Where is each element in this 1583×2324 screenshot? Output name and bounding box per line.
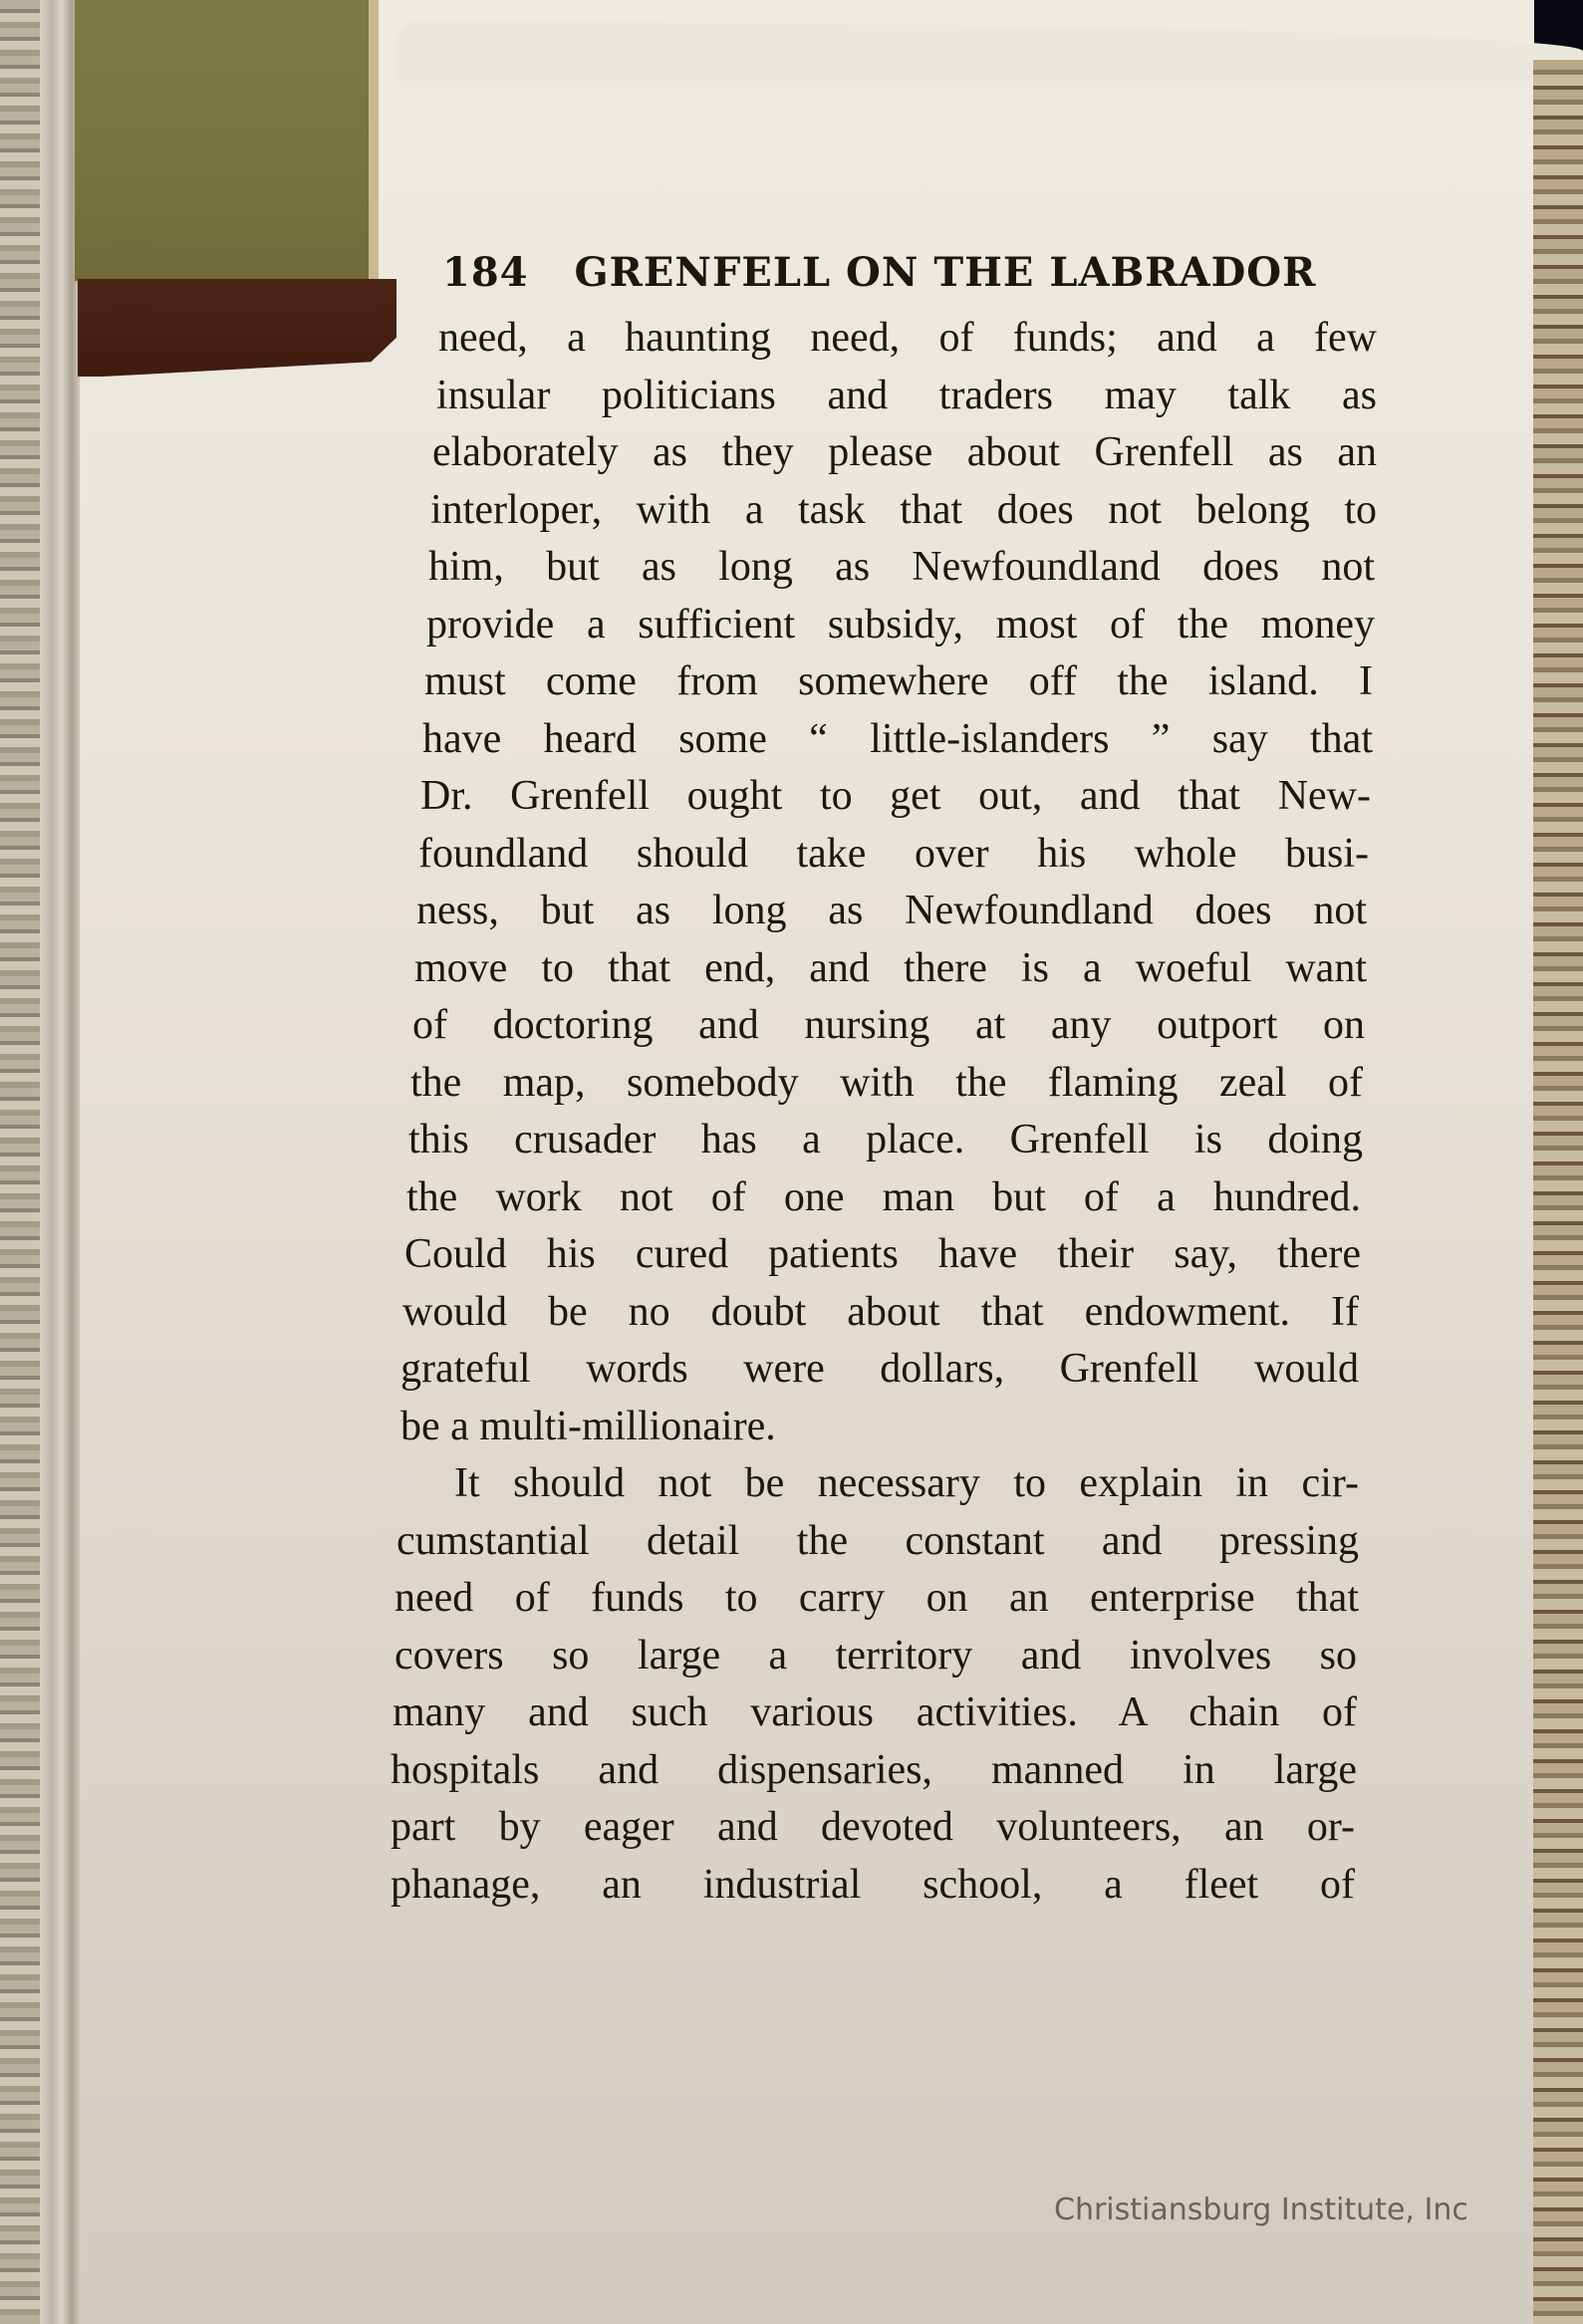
text-line: insular politicians and traders may talk as <box>436 372 1377 418</box>
text-line: need, a haunting need, of funds; and a few <box>438 315 1377 361</box>
text-line: the map, somebody with the flaming zeal of <box>410 1059 1363 1106</box>
text-line: hospitals and dispensaries, manned in large <box>391 1746 1357 1793</box>
text-line: must come from somewhere off the island. I <box>424 658 1373 704</box>
text-line: many and such various activities. A chain of <box>393 1689 1357 1735</box>
text-line: move to that end, and there is a woeful want <box>414 944 1367 991</box>
text-line: elaborately as they please about Grenfell as an <box>432 429 1377 475</box>
text-line: be a multi-millionaire. <box>400 1403 776 1449</box>
text-line: provide a sufficient subsidy, most of the money <box>426 601 1375 647</box>
text-line: him, but as long as Newfoundland does not <box>428 544 1375 590</box>
book-title: GRENFELL ON THE LABRADOR <box>574 249 1317 296</box>
text-line: would be no doubt about that endowment. If <box>402 1288 1359 1335</box>
text-line: grateful words were dollars, Grenfell would <box>400 1346 1359 1392</box>
text-line: need of funds to carry on an enterprise that <box>395 1575 1359 1621</box>
page-number: 184 <box>442 249 529 296</box>
running-head <box>442 249 1377 296</box>
text-line: covers so large a territory and involves so <box>395 1632 1357 1678</box>
text-line: have heard some “ little-islanders ” say that <box>422 715 1373 762</box>
text-line: of doctoring and nursing at any outport on <box>412 1002 1365 1048</box>
page-text <box>391 249 1377 1914</box>
bookmark-ribbon-fold <box>78 279 396 377</box>
text-line: Dr. Grenfell ought to get out, and that New- <box>420 773 1371 819</box>
text-line: this crusader has a place. Grenfell is doing <box>408 1117 1363 1162</box>
text-line: Could his cured patients have their say, there <box>404 1231 1361 1277</box>
watermark: Christiansburg Institute, Inc <box>1054 2193 1468 2227</box>
text-line: foundland should take over his whole busi- <box>418 830 1369 877</box>
paragraph-first-line: It should not be necessary to explain in cir- <box>454 1460 1359 1506</box>
text-line: interloper, with a task that does not belong to <box>430 486 1377 533</box>
page-stack-right <box>1533 60 1583 2324</box>
text-line: part by eager and devoted volunteers, an or- <box>391 1804 1355 1850</box>
bookmark-ribbon <box>75 0 379 281</box>
text-line: phanage, an industrial school, a fleet of <box>391 1861 1355 1908</box>
text-line: the work not of one man but of a hundred. <box>406 1173 1361 1220</box>
text-line: cumstantial detail the constant and pressing <box>396 1517 1359 1564</box>
text-line: ness, but as long as Newfoundland does not <box>416 888 1367 933</box>
page-edges <box>40 0 80 2324</box>
